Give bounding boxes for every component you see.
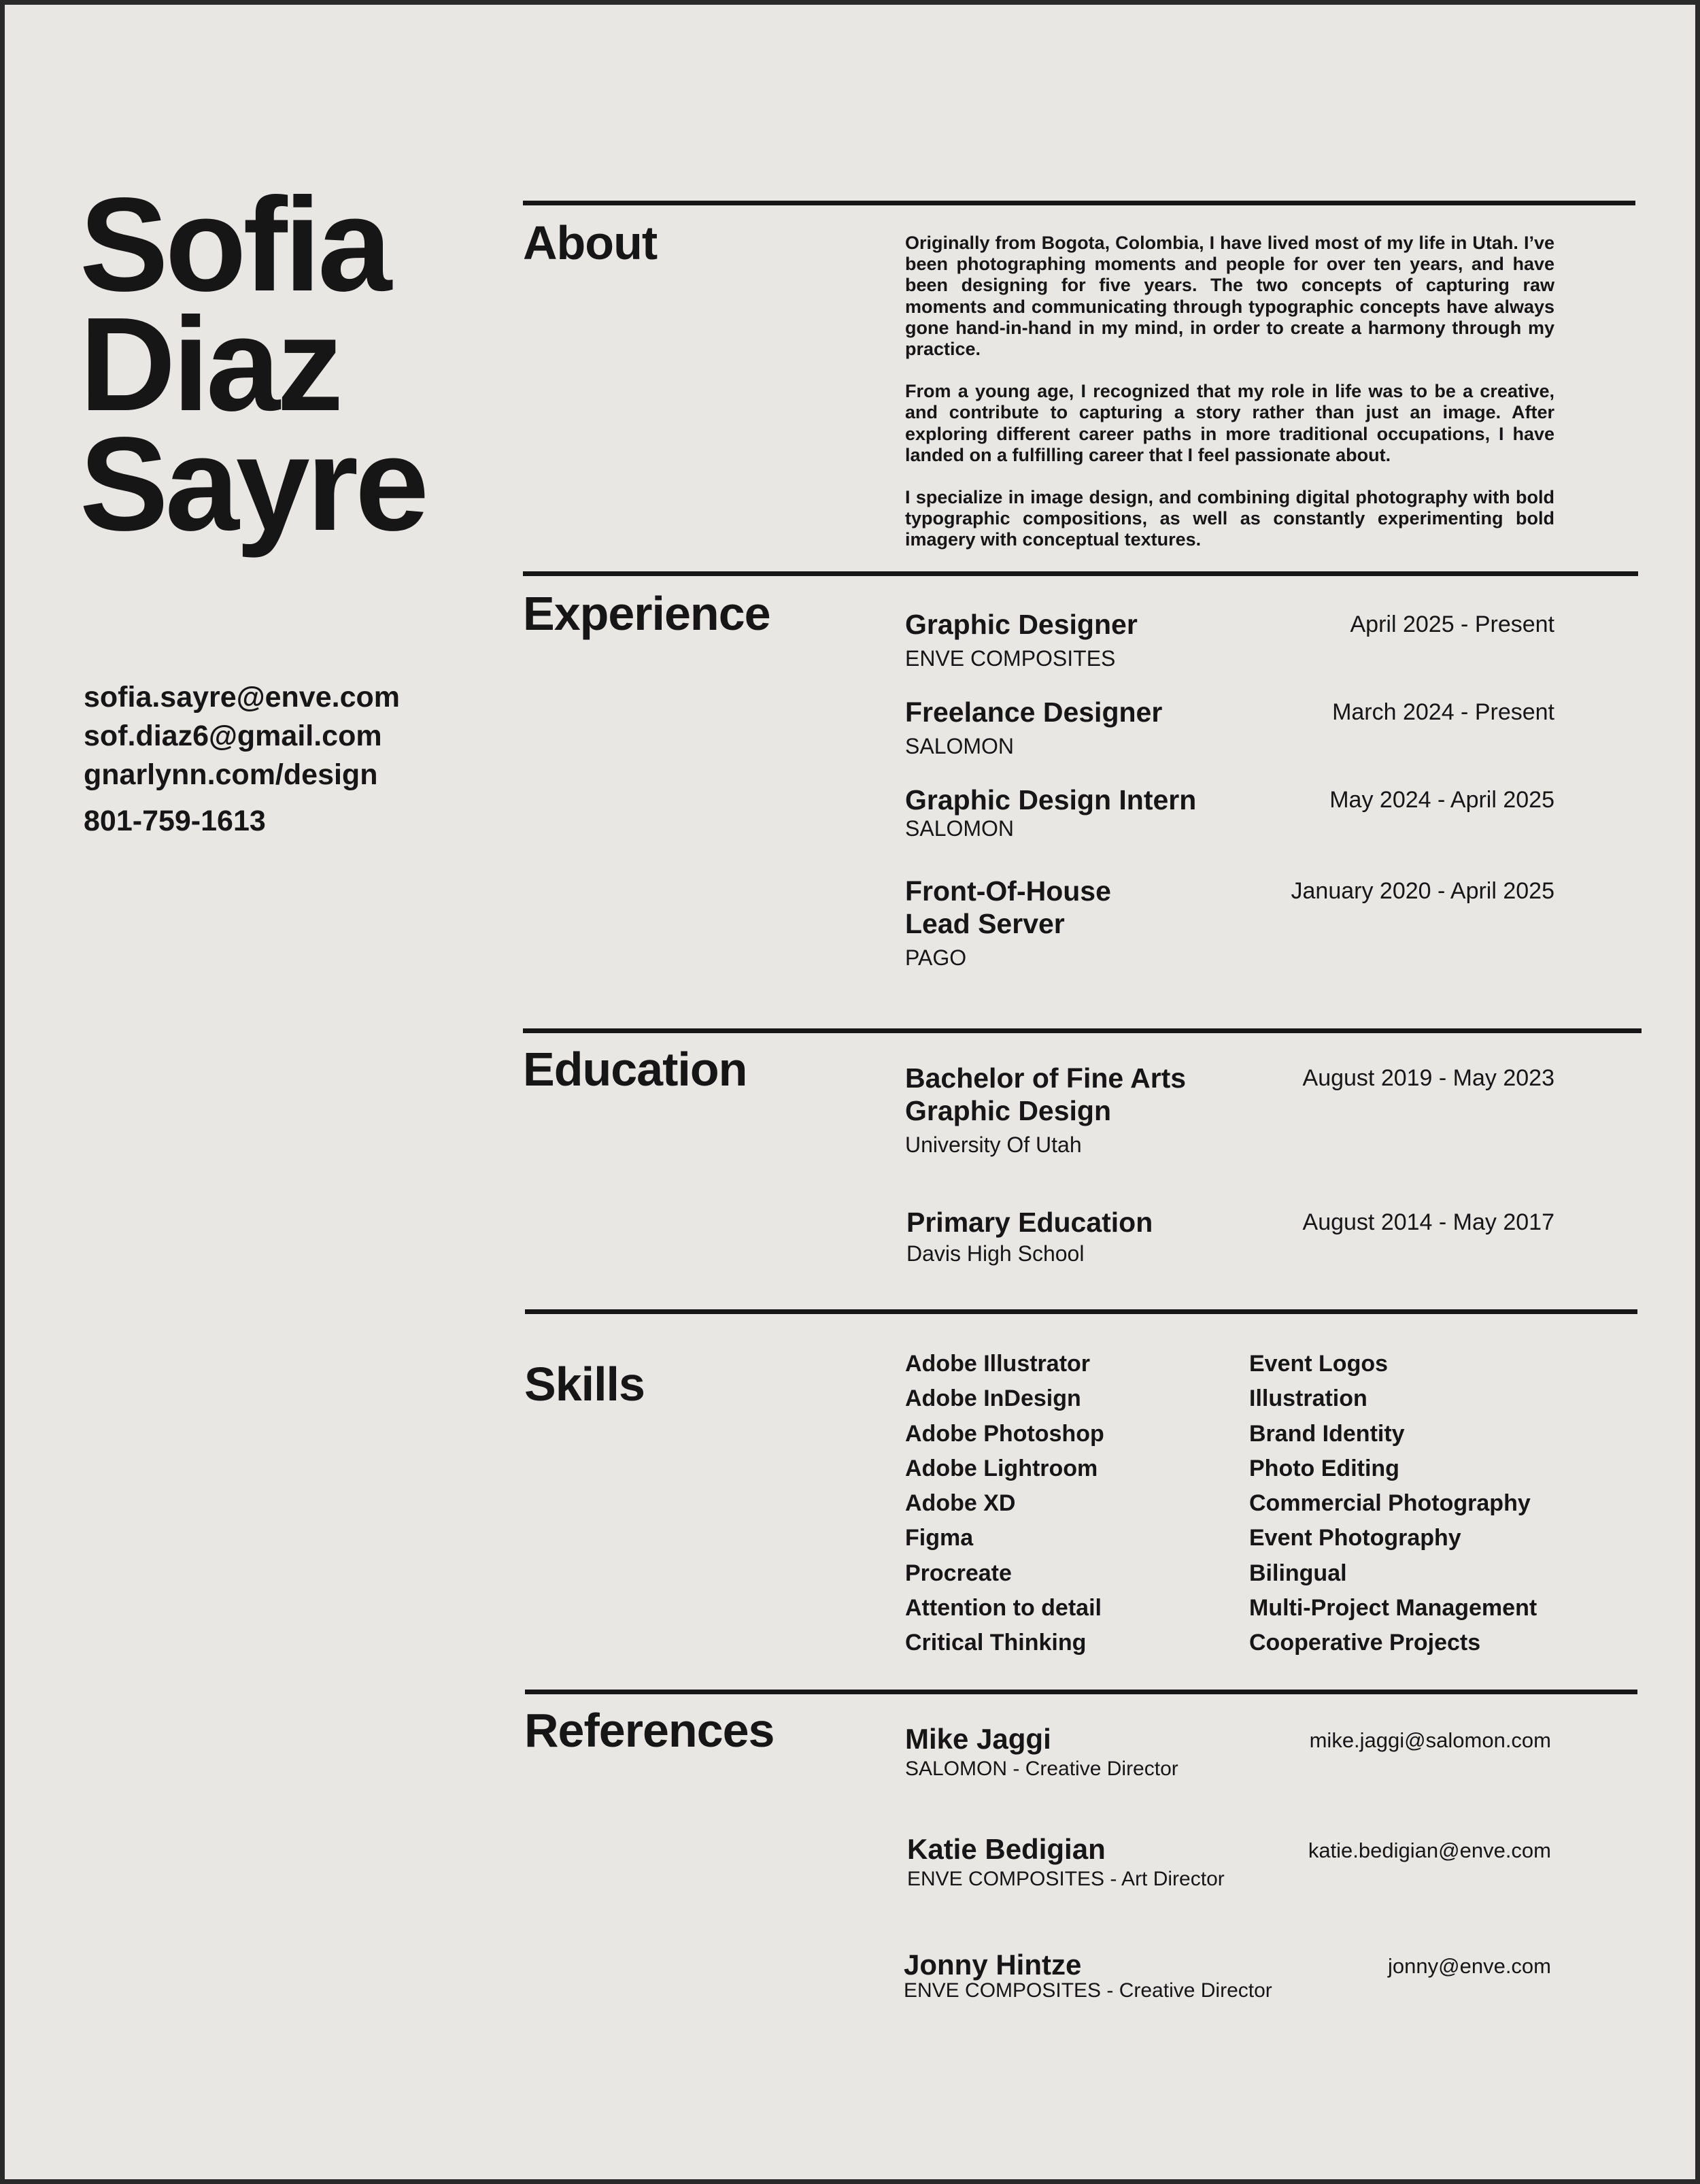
education-item <box>905 1062 1554 1158</box>
skills-heading: Skills <box>524 1358 645 1411</box>
job-title: Graphic Design Intern <box>905 784 1197 816</box>
email-work-link[interactable]: sofia.sayre@enve.com <box>84 681 401 713</box>
skill-item: Bilingual <box>1249 1560 1347 1586</box>
skill-item: Procreate <box>905 1560 1012 1586</box>
name-first: Sofia <box>80 170 389 319</box>
skill-item: Illustration <box>1249 1385 1367 1412</box>
name-last: Sayre <box>80 409 426 558</box>
skill-item: Cooperative Projects <box>1249 1630 1481 1656</box>
skill-item: Adobe Photoshop <box>905 1420 1104 1447</box>
job-title: Freelance Designer <box>905 696 1163 728</box>
job-company: SALOMON <box>905 734 1015 758</box>
experience-item <box>905 696 1554 760</box>
skill-item: Multi-Project Management <box>1249 1595 1537 1622</box>
degree: Bachelor of Fine Arts Graphic Design <box>905 1062 1187 1126</box>
skill-item: Figma <box>905 1525 974 1551</box>
reference-title: ENVE COMPOSITES - Creative Director <box>904 1979 1272 2002</box>
applicant-name <box>80 170 426 558</box>
job-dates: May 2024 - April 2025 <box>1329 787 1554 813</box>
reference-email-link[interactable]: mike.jaggi@salomon.com <box>1309 1728 1551 1752</box>
job-title: Front-Of-House Lead Server <box>905 875 1111 939</box>
education-item <box>906 1206 1554 1267</box>
job-dates: January 2020 - April 2025 <box>1291 878 1554 904</box>
job-company: PAGO <box>905 945 967 970</box>
about-heading: About <box>523 216 658 269</box>
job-company: ENVE COMPOSITES <box>905 646 1116 671</box>
divider-education <box>523 1028 1642 1033</box>
divider-skills <box>525 1309 1637 1314</box>
job-dates: April 2025 - Present <box>1350 611 1554 637</box>
school: Davis High School <box>906 1241 1085 1266</box>
skills-list-abilities <box>1249 1347 1537 1661</box>
reference-email-link[interactable]: jonny@enve.com <box>1388 1954 1551 1978</box>
skill-item: Attention to detail <box>905 1595 1102 1622</box>
email-personal-link[interactable]: sof.diaz6@gmail.com <box>84 720 382 752</box>
skill-item: Adobe Illustrator <box>905 1351 1091 1377</box>
education-dates: August 2014 - May 2017 <box>1302 1209 1554 1235</box>
name-middle: Diaz <box>80 290 341 439</box>
contact-block <box>84 678 400 841</box>
reference-name: Jonny Hintze <box>904 1949 1082 1981</box>
reference-name: Mike Jaggi <box>905 1723 1051 1755</box>
job-company: SALOMON <box>905 816 1015 841</box>
experience-item <box>905 784 1554 842</box>
divider-experience <box>523 571 1638 576</box>
about-paragraph: Originally from Bogota, Colombia, I have lived most of my life in Utah. I’ve been photographing moments and people for over ten years, and have been designing for five years. The two concepts of capturing raw moments and communicating through typographic concepts have always gone hand-in-hand in my mind, in order to create a harmony through my practice. <box>905 233 1554 360</box>
job-dates: March 2024 - Present <box>1332 699 1554 725</box>
skill-item: Brand Identity <box>1249 1420 1405 1447</box>
about-paragraph: From a young age, I recognized that my role in life was to be a creative, and contribute to capturing a story rather than just an image. After exploring different career paths in more traditional occupations, I have landed on a fulfilling career that I feel passionate about. <box>905 381 1554 465</box>
reference-item <box>907 1833 1551 1892</box>
references-heading: References <box>524 1704 775 1757</box>
about-paragraph: I specialize in image design, and combining digital photography with bold typographic compositions, as well as constantly experimenting bold imagery with conceptual textures. <box>905 487 1554 550</box>
education-dates: August 2019 - May 2023 <box>1302 1065 1554 1091</box>
reference-title: ENVE COMPOSITES - Art Director <box>907 1868 1225 1890</box>
skill-item: Commercial Photography <box>1249 1490 1531 1517</box>
reference-item <box>904 1949 1551 2003</box>
job-title: Graphic Designer <box>905 609 1138 640</box>
skills-list-tools <box>905 1347 1104 1661</box>
skill-item: Adobe InDesign <box>905 1385 1081 1412</box>
reference-name: Katie Bedigian <box>907 1833 1106 1865</box>
reference-email-link[interactable]: katie.bedigian@enve.com <box>1308 1838 1551 1862</box>
skill-item: Adobe Lightroom <box>905 1455 1098 1481</box>
degree: Primary Education <box>906 1207 1153 1238</box>
about-text <box>905 233 1554 572</box>
skill-item: Event Photography <box>1249 1525 1461 1551</box>
website-link[interactable]: gnarlynn.com/design <box>84 758 378 791</box>
school: University Of Utah <box>905 1132 1082 1157</box>
education-heading: Education <box>523 1043 747 1096</box>
reference-item <box>905 1723 1551 1781</box>
phone-number: 801-759-1613 <box>84 805 266 837</box>
experience-heading: Experience <box>523 587 770 640</box>
skill-item: Adobe XD <box>905 1490 1016 1517</box>
skill-item: Critical Thinking <box>905 1630 1087 1656</box>
reference-title: SALOMON - Creative Director <box>905 1758 1178 1780</box>
divider-references <box>525 1690 1637 1694</box>
skill-item: Photo Editing <box>1249 1455 1399 1481</box>
skill-item: Event Logos <box>1249 1351 1389 1377</box>
experience-item <box>905 608 1554 672</box>
divider-about <box>523 201 1635 205</box>
experience-item <box>905 875 1554 971</box>
